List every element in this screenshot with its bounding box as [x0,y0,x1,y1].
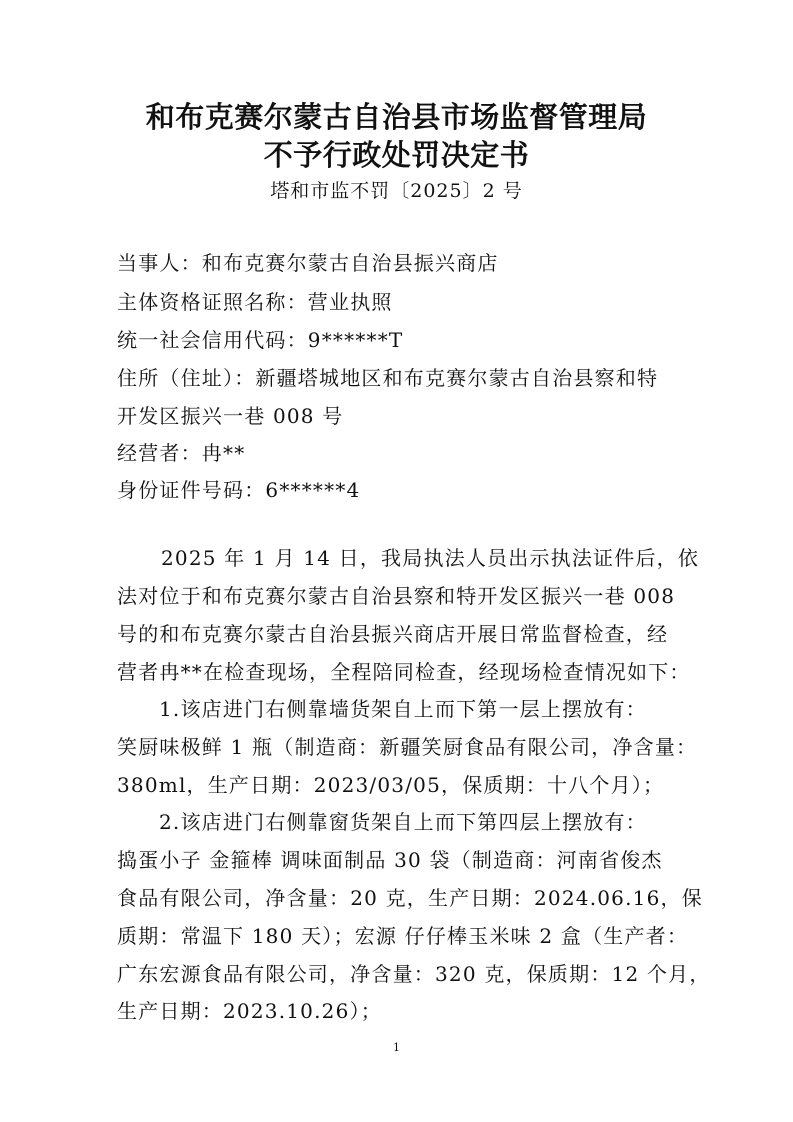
address-line-1: 住所（住址）：新疆塔城地区和布克赛尔蒙古自治县察和特 [117,366,659,390]
body-line: 捣蛋小子 金箍棒 调味面制品 30 袋（制造商：河南省俊杰 [117,848,663,872]
body-line: 生产日期：2023.10.26）； [117,999,382,1023]
body-line: 广东宏源食品有限公司，净含量：320 克，保质期：12 个月， [117,962,711,986]
page-number: 1 [393,1041,400,1054]
operator-line: 经营者：冉** [117,441,246,465]
credit-code-line: 统一社会信用代码：9******T [117,328,404,352]
title-line-1: 和布克赛尔蒙古自治县市场监督管理局 [145,100,648,134]
title-line-2: 不予行政处罚决定书 [263,138,530,172]
license-name-line: 主体资格证照名称：营业执照 [117,290,393,314]
body-line: 营者冉**在检查现场，全程陪同检查，经现场检查情况如下： [117,660,691,684]
body-line: 380ml，生产日期：2023/03/05，保质期：十八个月）； [117,773,665,797]
body-line: 2025 年 1 月 14 日，我局执法人员出示执法证件后，依 [161,546,700,570]
body-line: 食品有限公司，净含量：20 克，生产日期：2024.06.16，保 [117,886,703,910]
address-line-2: 开发区振兴一巷 008 号 [117,404,344,428]
body-line: 质期：常温下 180 天）；宏源 仔仔棒玉米味 2 盒（生产者： [117,924,689,948]
body-line: 笑厨味极鲜 1 瓶（制造商：新疆笑厨食品有限公司，净含量： [117,735,698,759]
id-number-line: 身份证件号码：6******4 [117,478,361,502]
body-line: 1.该店进门右侧靠墙货架自上而下第一层上摆放有： [159,697,647,721]
body-line: 2.该店进门右侧靠窗货架自上而下第四层上摆放有： [159,810,647,834]
party-name-line: 当事人：和布克赛尔蒙古自治县振兴商店 [117,251,499,275]
document-number: 塔和市监不罚〔2025〕2 号 [270,180,523,202]
body-line: 号的和布克赛尔蒙古自治县振兴商店开展日常监督检查，经 [117,622,669,646]
body-line: 法对位于和布克赛尔蒙古自治县察和特开发区振兴一巷 008 [117,584,676,608]
